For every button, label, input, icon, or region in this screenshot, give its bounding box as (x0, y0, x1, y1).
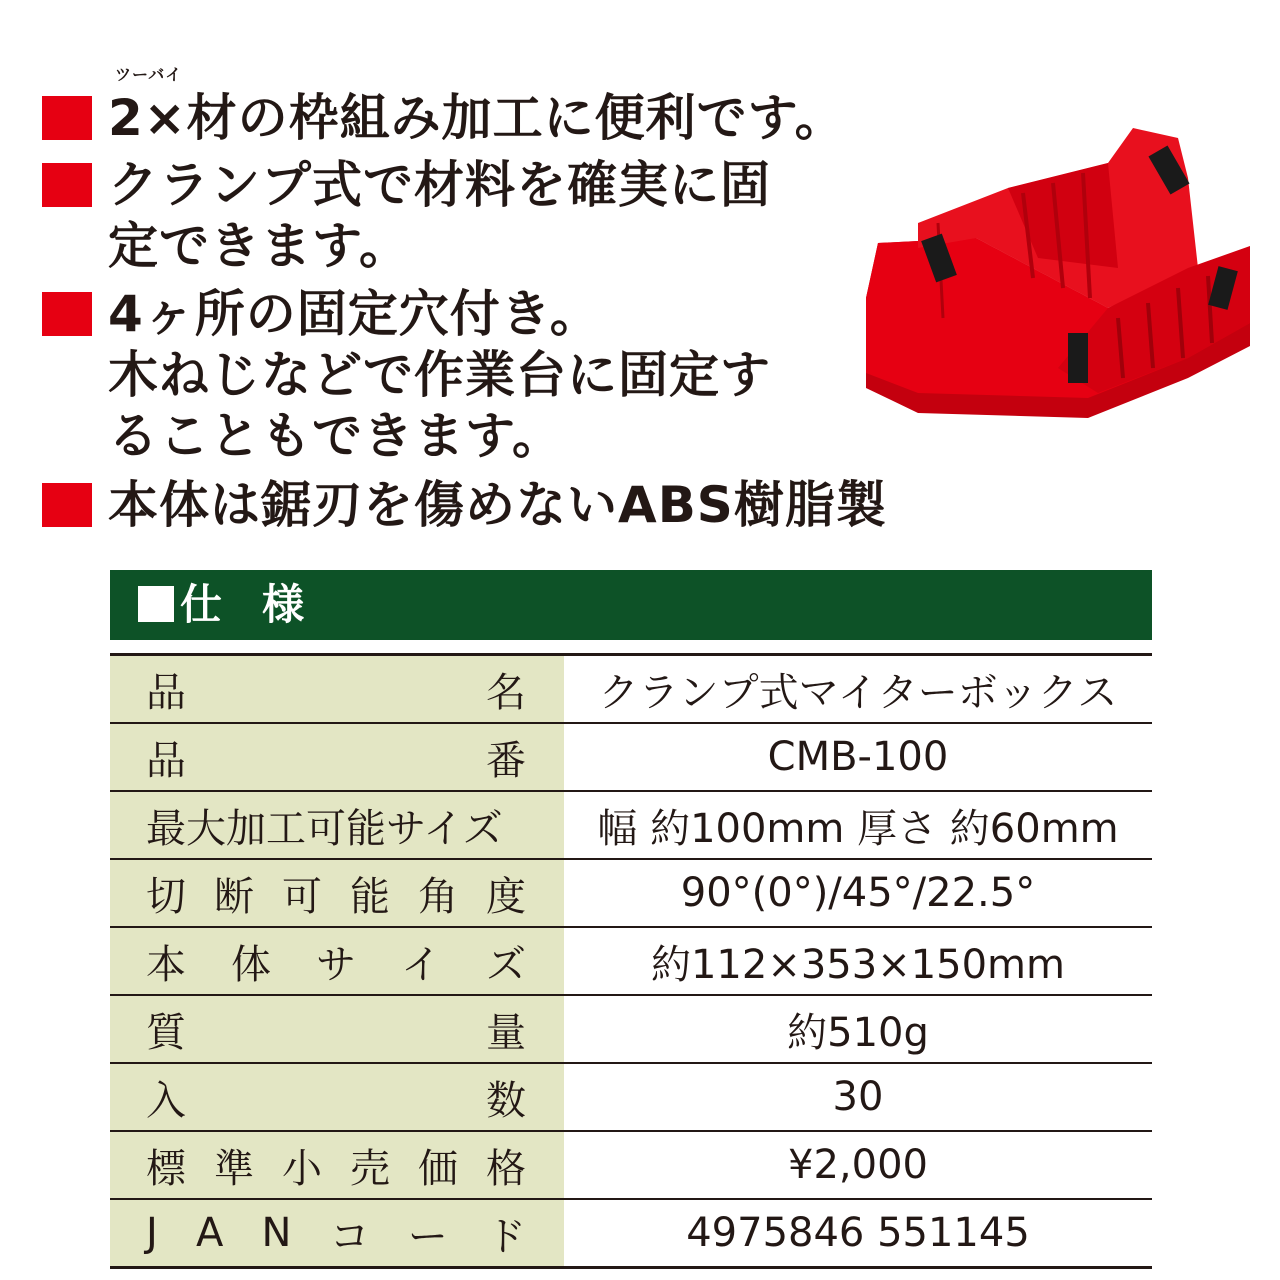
spec-label-char: N (261, 1210, 292, 1256)
feature-line: 定できます。 (108, 217, 410, 275)
spec-label-char: 能 (350, 873, 390, 920)
spec-label-char: 小 (282, 1145, 322, 1192)
table-row (110, 656, 1152, 724)
spec-table (110, 653, 1152, 1269)
spec-label-char: 断 (214, 873, 254, 920)
spec-label-char: 量 (486, 1009, 526, 1056)
spec-label-char: 売 (350, 1145, 390, 1192)
spec-label-char: 品 (146, 669, 186, 716)
spec-value: CMB-100 (767, 734, 949, 780)
spec-label-char: 角 (418, 873, 458, 920)
spec-label (110, 1200, 564, 1266)
spec-value: 約510g (787, 1009, 929, 1056)
spec-value: 90°(0°)/45°/22.5° (680, 870, 1036, 916)
spec-header (110, 570, 1152, 640)
spec-value: 約112×353×150mm (650, 941, 1065, 988)
spec-label-char: 名 (486, 669, 526, 716)
spec-label-char: 度 (486, 873, 526, 920)
spec-label-char: コ (329, 1213, 370, 1260)
bullet-square-icon (42, 96, 92, 140)
spec-label-char: 数 (486, 1077, 526, 1124)
feature-line: 本体は鋸刃を傷めないABS樹脂製 (108, 476, 887, 534)
table-row (110, 996, 1152, 1064)
spec-value: 4975846 551145 (686, 1210, 1030, 1256)
spec-label-char: 標 (146, 1145, 186, 1192)
bullet-square-icon (42, 292, 92, 336)
spec-label-char: 最大加工可能サイズ (146, 805, 503, 852)
spec-label-char: 番 (486, 737, 526, 784)
spec-value: ¥2,000 (788, 1142, 928, 1188)
spec-label (110, 792, 564, 858)
bullet-square-icon (42, 483, 92, 527)
feature-line: 4ヶ所の固定穴付き。 (108, 285, 601, 343)
spec-label (110, 656, 564, 722)
spec-label (110, 1132, 564, 1198)
spec-label-char: 可 (282, 873, 322, 920)
spec-label (110, 860, 564, 926)
spec-label (110, 928, 564, 994)
ruby-annotation: ツーバイ (115, 65, 183, 84)
spec-label (110, 996, 564, 1062)
spec-label-char: A (195, 1210, 224, 1256)
spec-label-char: 質 (146, 1009, 186, 1056)
spec-label-char: 体 (231, 941, 271, 988)
spec-label-char: サ (316, 941, 356, 988)
table-row (110, 1064, 1152, 1132)
spec-label-char: 準 (214, 1145, 254, 1192)
spec-value: クランプ式マイターボックス (598, 669, 1118, 716)
spec-label (110, 1064, 564, 1130)
feature-line: 2×材の枠組み加工に便利です。 (108, 89, 846, 147)
table-row (110, 928, 1152, 996)
table-row (110, 724, 1152, 792)
table-row (110, 792, 1152, 860)
spec-title: 仕様 (180, 580, 345, 629)
miter-box-image (858, 118, 1258, 428)
spec-label-char: ド (485, 1213, 526, 1260)
spec-label-char: 切 (146, 873, 186, 920)
table-row (110, 860, 1152, 928)
spec-label-char: 格 (486, 1145, 526, 1192)
spec-label-char: 品 (146, 737, 186, 784)
spec-label-char: 入 (146, 1077, 186, 1124)
spec-label-char: 本 (146, 941, 186, 988)
feature-line: クランプ式で材料を確実に固 (108, 156, 771, 214)
spec-label-char: ズ (486, 941, 526, 988)
bullet-square-icon (42, 163, 92, 207)
spec-value: 30 (832, 1074, 884, 1120)
spec-label-char: イ (401, 941, 441, 988)
table-row (110, 1200, 1152, 1269)
spec-label-char: 価 (418, 1145, 458, 1192)
spec-label-char: J (146, 1210, 158, 1256)
spec-value: 幅 約100mm 厚さ 約60mm (597, 805, 1119, 852)
feature-line: ることもできます。 (108, 407, 563, 465)
spec-label (110, 724, 564, 790)
feature-line: 木ねじなどで作業台に固定す (108, 346, 771, 404)
spec-label-char: ー (407, 1213, 448, 1260)
table-row (110, 1132, 1152, 1200)
header-square-icon (138, 586, 174, 622)
